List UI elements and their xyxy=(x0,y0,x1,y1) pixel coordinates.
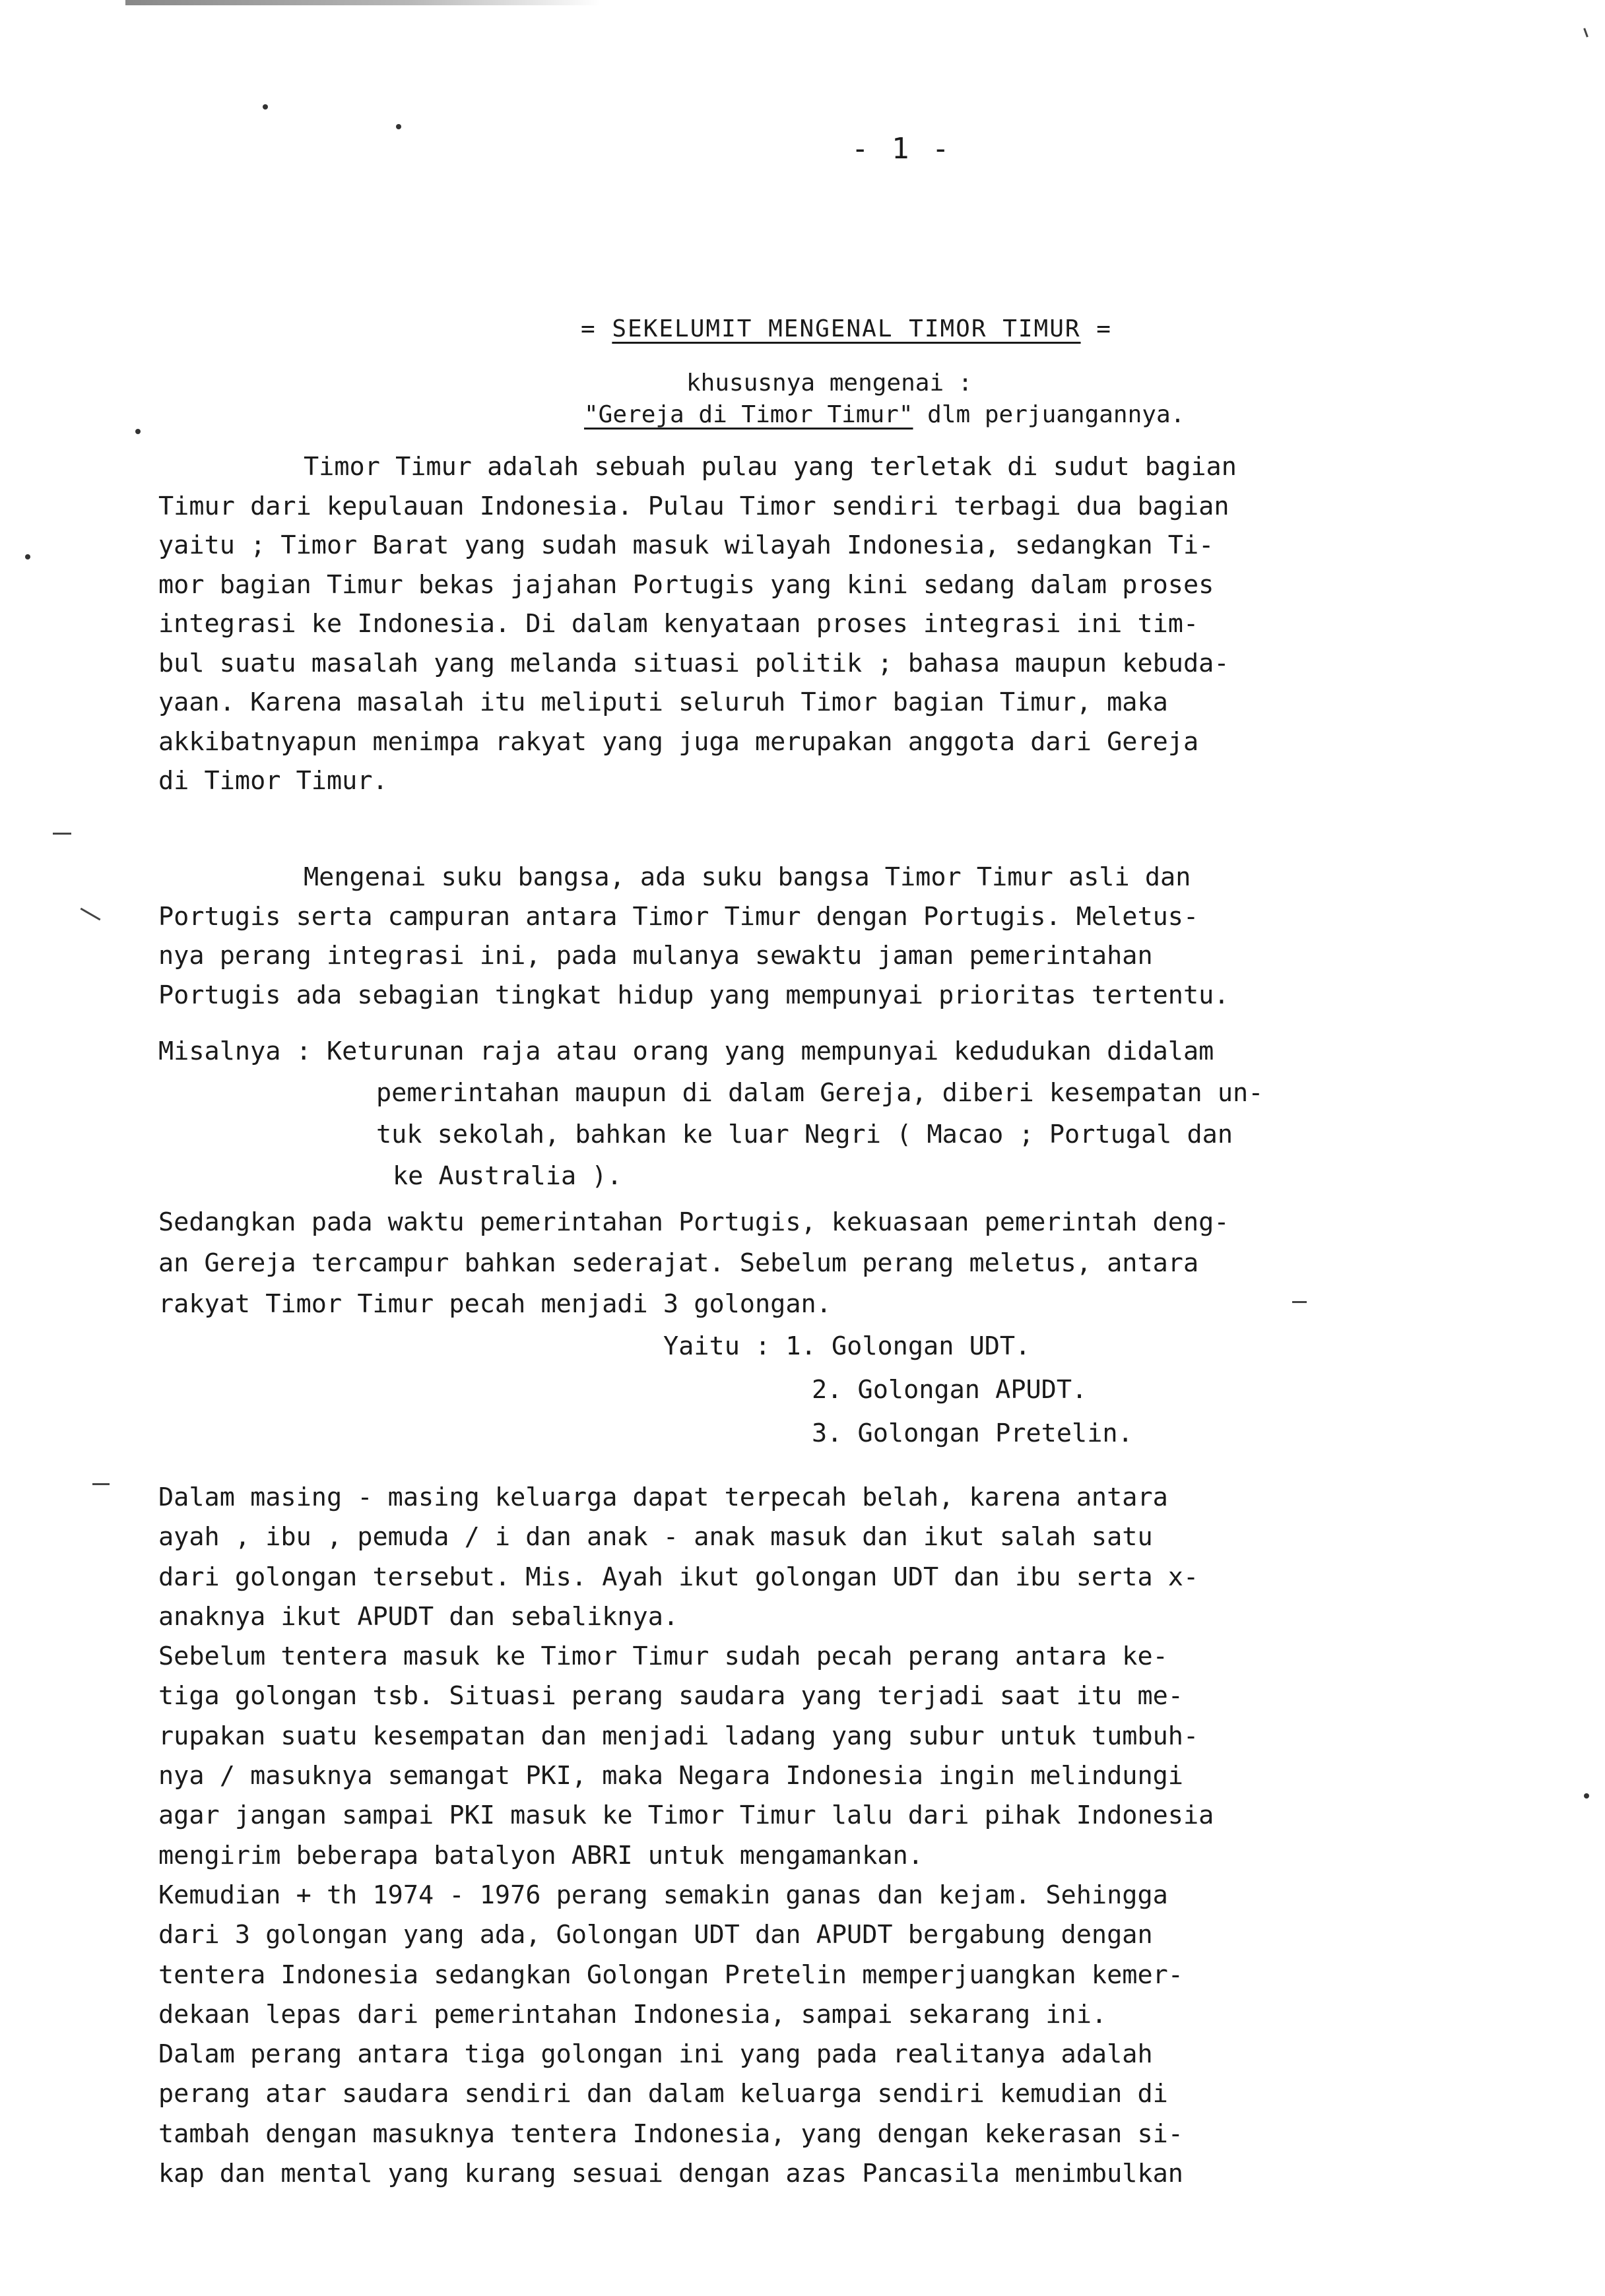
paragraph-2 xyxy=(158,858,1452,1015)
text-line: dari golongan tersebut. Mis. Ayah ikut golongan UDT dan ibu serta x- xyxy=(158,1562,1199,1592)
text-line: di Timor Timur. xyxy=(158,766,388,796)
text-line: nya / masuknya semangat PKI, maka Negara Indonesia ingin melindungi xyxy=(158,1761,1183,1791)
scan-speck xyxy=(396,124,401,129)
text-line: mengirim beberapa batalyon ABRI untuk mengamankan. xyxy=(158,1840,923,1870)
text-line: pemerintahan maupun di dalam Gereja, diberi kesempatan un- xyxy=(376,1078,1264,1108)
misalnya-block xyxy=(158,1031,1452,1197)
text-line: Sedangkan pada waktu pemerintahan Portugis, kekuasaan pemerintah deng- xyxy=(158,1207,1229,1237)
text-line: agar jangan sampai PKI masuk ke Timor Timur lalu dari pihak Indonesia xyxy=(158,1801,1214,1831)
list-item: 2. Golongan APUDT. xyxy=(812,1375,1088,1405)
scan-artifact-line xyxy=(125,0,601,5)
paragraph-1 xyxy=(158,447,1452,801)
text-line: tambah dengan masuknya tentera Indonesia, yang dengan kekerasan si- xyxy=(158,2119,1183,2149)
margin-mark xyxy=(92,1483,110,1485)
title-marker-right: = xyxy=(1080,315,1112,342)
text-line: bul suatu masalah yang melanda situasi politik ; bahasa maupun kebuda- xyxy=(158,648,1229,678)
text-line: yaitu ; Timor Barat yang sudah masuk wilayah Indonesia, sedangkan Ti- xyxy=(158,530,1214,560)
text-line: Timor Timur adalah sebuah pulau yang terletak di sudut bagian xyxy=(304,452,1237,482)
text-line: Portugis serta campuran antara Timor Timur dengan Portugis. Meletus- xyxy=(158,901,1199,932)
margin-mark xyxy=(1583,28,1589,37)
text-line: perang atar saudara sendiri dan dalam keluarga sendiri kemudian di xyxy=(158,2079,1168,2109)
scan-speck xyxy=(263,104,268,110)
document-title xyxy=(581,315,1112,342)
text-line: tuk sekolah, bahkan ke luar Negri ( Macao ; Portugal dan xyxy=(376,1120,1233,1149)
text-line: mor bagian Timur bekas jajahan Portugis yang kini sedang dalam proses xyxy=(158,569,1214,600)
text-line: Kemudian + th 1974 - 1976 perang semakin ganas dan kejam. Sehingga xyxy=(158,1880,1168,1910)
scan-speck xyxy=(25,554,30,559)
text-line: ayah , ibu , pemuda / i dan anak - anak masuk dan ikut salah satu xyxy=(158,1522,1153,1552)
text-line: dekaan lepas dari pemerintahan Indonesia, sampai sekarang ini. xyxy=(158,1999,1107,2029)
text-line: dari 3 golongan yang ada, Golongan UDT dan APUDT bergabung dengan xyxy=(158,1920,1153,1950)
subtitle-quote: "Gereja di Timor Timur" xyxy=(584,401,913,428)
text-line: akkibatnyapun menimpa rakyat yang juga merupakan anggota dari Gereja xyxy=(158,726,1199,757)
text-line: kap dan mental yang kurang sesuai dengan azas Pancasila menimbulkan xyxy=(158,2159,1183,2189)
paragraph-4 xyxy=(158,1478,1452,2194)
text-line: tiga golongan tsb. Situasi perang saudara yang terjadi saat itu me- xyxy=(158,1681,1183,1711)
text-line: nya perang integrasi ini, pada mulanya sewaktu jaman pemerintahan xyxy=(158,941,1153,971)
list-item: Yaitu : 1. Golongan UDT. xyxy=(663,1331,1031,1361)
text-line: integrasi ke Indonesia. Di dalam kenyataan proses integrasi ini tim- xyxy=(158,609,1199,639)
text-line: Timur dari kepulauan Indonesia. Pulau Timor sendiri terbagi dua bagian xyxy=(158,491,1229,521)
golongan-list xyxy=(663,1325,1133,1455)
text-line: ke Australia ). xyxy=(393,1161,622,1191)
scan-dash xyxy=(1292,1301,1307,1303)
text-line: Sebelum tentera masuk ke Timor Timur sudah pecah perang antara ke- xyxy=(158,1642,1168,1672)
scan-speck xyxy=(135,429,141,434)
title-marker-left: = xyxy=(581,315,612,342)
text-line: tentera Indonesia sedangkan Golongan Pretelin memperjuangkan kemer- xyxy=(158,1960,1183,1990)
scan-speck xyxy=(1584,1793,1589,1799)
margin-mark xyxy=(53,833,71,835)
margin-mark xyxy=(81,908,101,921)
text-line: Dalam perang antara tiga golongan ini yang pada realitanya adalah xyxy=(158,2039,1153,2070)
subtitle-rest: dlm perjuangannya. xyxy=(913,401,1185,428)
text-line: Mengenai suku bangsa, ada suku bangsa Timor Timur asli dan xyxy=(304,862,1191,892)
text-line: Misalnya : Keturunan raja atau orang yang mempunyai kedudukan didalam xyxy=(158,1036,1214,1066)
text-line: rupakan suatu kesempatan dan menjadi ladang yang subur untuk tumbuh- xyxy=(158,1721,1199,1751)
text-line: Dalam masing - masing keluarga dapat terpecah belah, karena antara xyxy=(158,1483,1168,1512)
list-item: 3. Golongan Pretelin. xyxy=(812,1419,1133,1448)
paragraph-3 xyxy=(158,1202,1452,1325)
subtitle-line-2 xyxy=(584,401,1185,428)
text-line: yaan. Karena masalah itu meliputi seluruh Timor bagian Timur, maka xyxy=(158,687,1168,717)
text-line: anaknya ikut APUDT dan sebaliknya. xyxy=(158,1601,679,1632)
page-number: - 1 - xyxy=(851,132,952,166)
title-text: SEKELUMIT MENGENAL TIMOR TIMUR xyxy=(612,315,1081,342)
subtitle-line-1: khususnya mengenai : xyxy=(686,369,973,397)
text-line: Portugis ada sebagian tingkat hidup yang mempunyai prioritas tertentu. xyxy=(158,980,1229,1010)
text-line: an Gereja tercampur bahkan sederajat. Sebelum perang meletus, antara xyxy=(158,1248,1199,1278)
text-line: rakyat Timor Timur pecah menjadi 3 golongan. xyxy=(158,1289,832,1319)
